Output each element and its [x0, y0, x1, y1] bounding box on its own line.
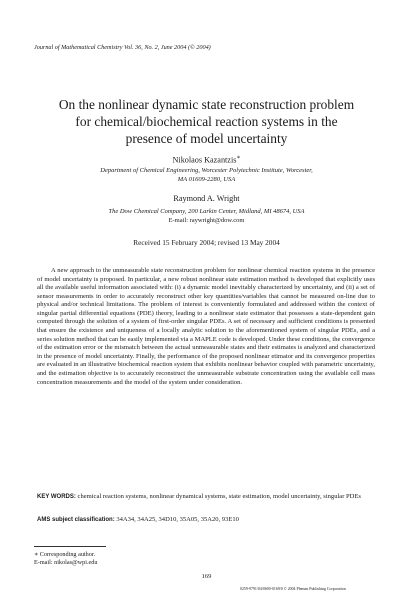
footnotes	[34, 551, 234, 567]
title-line: presence of model uncertainty	[125, 131, 288, 146]
footnote-corresponding: ∗ Corresponding author.	[34, 551, 96, 558]
page-number: 169	[201, 573, 212, 580]
keywords	[37, 493, 375, 502]
title-line: for chemical/biochemical reaction systems in the	[75, 114, 338, 129]
affiliation-line: Department of Chemical Engineering, Worcester Polytechnic Institute, Worcester,	[100, 167, 313, 174]
paper-title	[20, 96, 393, 147]
abstract-text: A new approach to the unmeasurable state reconstruction problem for nonlinear chemical reaction systems in the presence of model uncertainty is proposed. In particular, a new robust nonlinear state estimation method is developed that explicitly uses all the available useful information associated with: (i) a dynamic model inevitably characterized by uncertainty, and (ii) a set of sensor measurements in order to accurately reconstruct other key quantities/variables that cannot be measured on-line due to physical and/or technical limitations. The problem of interest is conveniently formulated and addressed within the context of singular partial differential equations (PDE) theory, leading to a nonlinear state estimator that possesses a state-dependent gain computed through the solution of a system of first-order singular PDEs. A set of necessary and sufficient conditions is presented that ensure the existence and uniqueness of a locally analytic solution to the aforementioned system of singular PDEs, and a series solution method that can be easily implemented via a MAPLE code is developed. Under these conditions, the convergence of the estimation error or the mismatch between the actual unmeasurable states and their estimates is analyzed and characterized in the presence of model uncertainty. Finally, the performance of the proposed nonlinear etimator and its convergence properties are evaluated in an illustrative biochemical reaction system that exhibits nonlinear behavior coupled with parametric uncertainty, and the estimation objective is to accurately reconstruct the unmeasurable substrate concentration using the available cell mass concentration measurements and the model of the system under consideration.	[37, 267, 375, 386]
received-dates: Received 15 February 2004; revised 13 May 2004	[133, 238, 280, 247]
author-2-email: E-mail: raywright@dow.com	[168, 216, 245, 224]
corresponding-mark: ∗	[236, 155, 241, 161]
author-1-affiliation	[0, 167, 413, 184]
journal-header: Journal of Mathematical Chemistry Vol. 36, No. 2, June 2004 (© 2004)	[34, 44, 211, 51]
author-name: Raymond A. Wright	[173, 194, 240, 203]
ams-label: AMS subject classification:	[37, 517, 115, 523]
footnote-email: E-mail: nikolas@wpi.edu	[34, 559, 98, 566]
abstract	[37, 267, 375, 387]
affiliation-line: The Dow Chemical Company, 200 Larkin Center, Midland, MI 48674, USA	[108, 208, 305, 215]
title-line: On the nonlinear dynamic state reconstruction problem	[58, 97, 355, 112]
affiliation-line: MA 01609-2280, USA	[177, 175, 236, 183]
author-2	[0, 194, 413, 203]
author-1	[0, 154, 413, 165]
author-name: Nikolaos Kazantzis	[172, 155, 237, 165]
keywords-text: chemical reaction systems, nonlinear dynamical systems, state estimation, model uncertainty, singular PDEs	[77, 493, 361, 500]
ams-codes: 34A34, 34A25, 34D10, 35A05, 35A20, 93E10	[116, 516, 239, 523]
footnote-divider	[34, 546, 106, 547]
author-2-affiliation	[0, 208, 413, 225]
copyright-line: 0259-9791/04/0600-0169/0 © 2004 Plenum Publishing Corporation	[240, 587, 346, 591]
ams-classification	[37, 516, 375, 523]
keywords-label: KEY WORDS:	[37, 494, 76, 500]
